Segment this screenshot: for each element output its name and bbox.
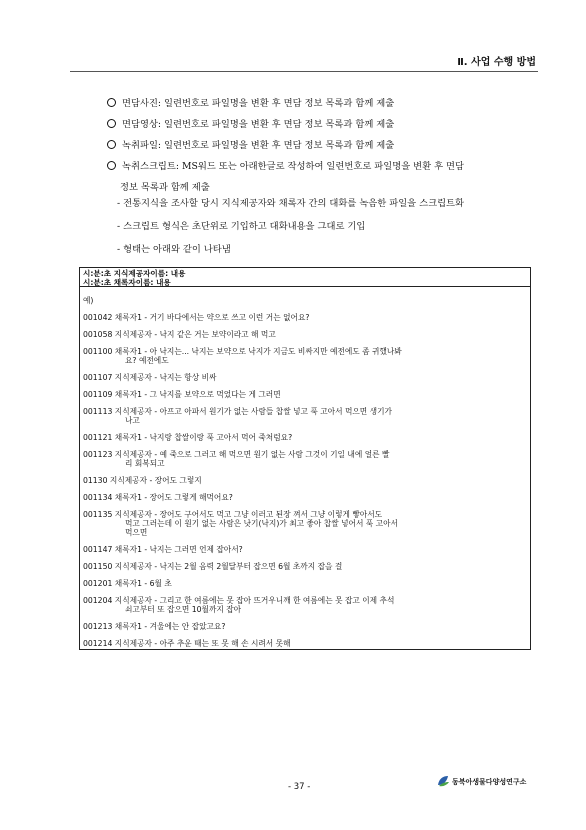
script-line — [83, 639, 529, 648]
bullet-item-script: 녹취스크립트: MS워드 또는 아래한글로 작성하여 일련번호로 파일명을 변환 후 면담 정보 목록과 함께 제출 — [107, 160, 537, 194]
script-lines — [83, 313, 529, 648]
script-line — [83, 330, 529, 339]
script-line-text: 001109 채록자1 - 그 낙지를 보약으로 먹었다는 게 그러면 — [83, 390, 281, 399]
org-logo-icon — [436, 774, 450, 788]
bullet-item-video: 면담영상: 일련번호로 파일명을 변환 후 면담 정보 목록과 함께 제출 — [107, 118, 537, 131]
script-line-text: 001042 채록자1 - 거기 바다에서는 약으로 쓰고 이런 거는 없어요? — [83, 313, 310, 322]
page-header — [0, 0, 586, 80]
script-line-text: 001123 지식제공자 - 예 죽으로 그러고 해 먹으면 원기 없는 사람 그것이 기일 내에 얼른 빨 — [83, 450, 390, 459]
script-line — [83, 390, 529, 399]
page-number: - 37 - — [288, 782, 311, 792]
script-line-text: 001100 채록자1 - 아 낙지는... 낙지는 보약으로 낙지가 지금도 비싸지만 예전에도 좀 귀했나봐 — [83, 347, 402, 356]
dash-list — [117, 197, 547, 266]
script-line — [83, 476, 529, 485]
bullet-item-photo: 면담사진: 일련번호로 파일명을 변환 후 면담 정보 목록과 함께 제출 — [107, 97, 537, 110]
circle-bullet-icon — [107, 98, 116, 107]
format-line-recorder: 시:분:초 채록자이름: 내용 — [83, 278, 171, 287]
script-line — [83, 313, 529, 322]
script-line-continuation: 요? 예전에도 — [125, 356, 169, 365]
script-line-text: 001134 채록자1 - 장어도 그렇게 해먹어요? — [83, 493, 233, 502]
example-intro: 예) — [83, 296, 94, 305]
circle-bullet-icon — [107, 161, 116, 170]
script-line-text: 001058 지식제공자 - 낙지 같은 거는 보약이라고 해 먹고 — [83, 330, 276, 339]
script-line — [83, 545, 529, 554]
dash-item: - 형태는 아래와 같이 나타냄 — [117, 244, 231, 255]
script-line — [83, 622, 529, 631]
bullet-item-audio: 녹취파일: 일련번호로 파일명을 변환 후 면담 정보 목록과 함께 제출 — [107, 139, 537, 152]
circle-bullet-icon — [107, 140, 116, 149]
script-line-text: 01130 지식제공자 - 장어도 그렇지 — [83, 476, 202, 485]
org-logo — [436, 774, 542, 788]
script-line-text: 001204 지식제공자 - 그리고 한 여름에는 못 잡아 뜨거우니깨 한 여름에는 못 잡고 이제 추석 — [83, 596, 395, 605]
script-line-text: 001213 채록자1 - 겨울에는 안 잡았고요? — [83, 622, 226, 631]
script-line — [83, 407, 529, 425]
script-format-header — [80, 268, 530, 287]
script-line — [83, 373, 529, 382]
script-line-text: 001113 지식제공자 - 아프고 아파서 원기가 없는 사람들 찹쌀 넣고 푹 고아서 먹으면 생기가 — [83, 407, 392, 416]
script-line-text: 001214 지식제공자 - 아주 추운 때는 또 못 해 손 시려서 못해 — [83, 639, 291, 648]
script-line-continuation: 쇠고부터 또 잡으면 10월까지 잡아 — [125, 605, 242, 614]
dash-item: - 전통지식을 조사할 당시 지식제공자와 채록자 간의 대화를 녹음한 파일을 스크립트화 — [117, 198, 465, 209]
script-line — [83, 433, 529, 442]
script-line — [83, 596, 529, 614]
script-line-continuation: 먹고 그러는데 이 원기 없는 사람은 낫기(낙지)가 최고 좋아 찹쌀 넣어서 푹 고아서 — [125, 519, 398, 528]
script-line — [83, 347, 529, 365]
script-line-text: 001150 지식제공자 - 낙지는 2월 음력 2월달부터 잡으면 6월 초까지 잡을 걸 — [83, 562, 343, 571]
bullet-list — [107, 97, 537, 202]
script-line-continuation: 먹으면 — [125, 528, 148, 537]
script-line-continuation: 리 회복되고 — [125, 459, 165, 468]
header-divider — [70, 71, 538, 72]
script-line-text: 001121 채록자1 - 낙지랑 찹쌀이랑 푹 고아서 먹어 죽처럼요? — [83, 433, 293, 442]
script-line-continuation: 나고 — [125, 416, 140, 425]
script-example-box — [79, 267, 531, 650]
script-line — [83, 579, 529, 588]
script-example-body — [83, 296, 529, 656]
dash-item: - 스크립트 형식은 초단위로 기입하고 대화내용을 그대로 기입 — [117, 221, 366, 232]
org-name: 동북아생물다양성연구소 — [452, 778, 527, 786]
script-line-text: 001135 지식제공자 - 장어도 구어서도 먹고 그냥 이러고 된장 껴서 그냥 이렇게 빻아서도 — [83, 510, 383, 519]
script-line — [83, 562, 529, 571]
script-line — [83, 450, 529, 468]
section-title: Ⅱ. 사업 수행 방법 — [457, 57, 536, 68]
circle-bullet-icon — [107, 119, 116, 128]
script-line-text: 001201 채록자1 - 6월 초 — [83, 579, 172, 588]
script-line-text: 001107 지식제공자 - 낙지는 항상 비싸 — [83, 373, 217, 382]
script-line — [83, 510, 529, 537]
script-line-text: 001147 채록자1 - 낙지는 그러면 언제 잡아서? — [83, 545, 243, 554]
format-line-provider: 시:분:초 지식제공자이름: 내용 — [83, 269, 186, 278]
script-line — [83, 493, 529, 502]
